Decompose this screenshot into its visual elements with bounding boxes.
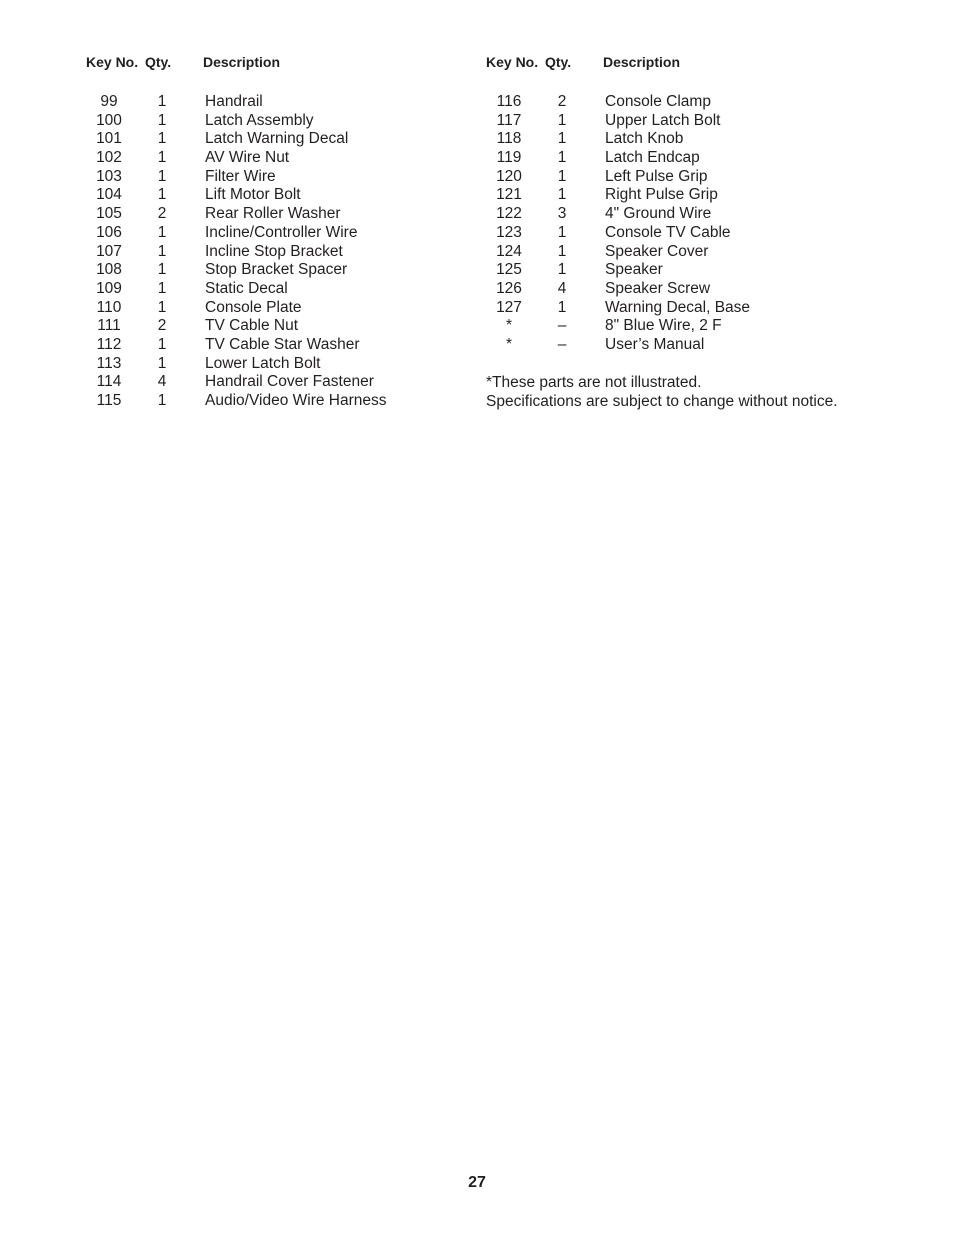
table-row bbox=[486, 280, 926, 299]
key-no-cell: 120 bbox=[496, 167, 522, 185]
key-no-cell: 100 bbox=[96, 111, 122, 129]
qty-cell: 1 bbox=[157, 167, 167, 185]
description-header: Description bbox=[603, 54, 681, 70]
description-cell: Warning Decal, Base bbox=[605, 298, 751, 316]
key-no-cell: 99 bbox=[100, 93, 118, 110]
key-no-cell: 121 bbox=[496, 186, 522, 204]
table-row bbox=[486, 243, 926, 262]
key-no-cell: 115 bbox=[96, 392, 122, 409]
key-no-cell: 109 bbox=[96, 279, 122, 297]
table-row bbox=[86, 243, 466, 262]
description-cell: Lower Latch Bolt bbox=[205, 354, 321, 372]
description-header: Description bbox=[203, 54, 281, 70]
table-row bbox=[86, 149, 466, 168]
description-cell: Rear Roller Washer bbox=[205, 205, 341, 223]
qty-cell: 1 bbox=[557, 186, 567, 204]
key-no-cell: 105 bbox=[96, 205, 122, 223]
description-cell: Speaker bbox=[605, 261, 663, 279]
description-cell: Handrail bbox=[205, 93, 263, 110]
qty-cell: 4 bbox=[557, 279, 567, 297]
qty-cell: 2 bbox=[157, 317, 167, 335]
table-row bbox=[486, 168, 926, 187]
key-no-cell: 108 bbox=[96, 261, 122, 279]
description-cell: Handrail Cover Fastener bbox=[205, 373, 374, 391]
description-cell: Right Pulse Grip bbox=[605, 186, 718, 204]
qty-cell: 1 bbox=[157, 111, 167, 129]
key-no-cell: 113 bbox=[96, 354, 122, 372]
table-row bbox=[486, 261, 926, 280]
qty-cell: 1 bbox=[557, 223, 567, 241]
qty-cell: 3 bbox=[557, 205, 567, 223]
description-cell: Filter Wire bbox=[205, 167, 276, 185]
description-cell: Audio/Video Wire Harness bbox=[205, 392, 387, 409]
not-illustrated-note: *These parts are not illustrated. bbox=[486, 374, 702, 391]
table-row bbox=[486, 93, 926, 112]
table-row bbox=[86, 299, 466, 318]
qty-cell: 1 bbox=[557, 298, 567, 316]
qty-header: Qty. bbox=[545, 54, 572, 70]
qty-cell: – bbox=[557, 317, 567, 335]
table-row bbox=[86, 186, 466, 205]
table-row bbox=[86, 280, 466, 299]
qty-cell: 1 bbox=[157, 279, 167, 297]
table-row bbox=[486, 149, 926, 168]
key-no-cell: 114 bbox=[96, 373, 122, 391]
description-cell: Static Decal bbox=[205, 279, 288, 297]
key-no-cell: 126 bbox=[496, 279, 522, 297]
table-row bbox=[86, 93, 466, 112]
table-row bbox=[486, 205, 926, 224]
qty-cell: 1 bbox=[157, 335, 167, 353]
qty-cell: 1 bbox=[557, 167, 567, 185]
qty-cell: 1 bbox=[557, 242, 567, 260]
qty-cell: – bbox=[557, 335, 567, 353]
key-no-cell: 118 bbox=[496, 130, 522, 148]
description-cell: Latch Knob bbox=[605, 130, 684, 148]
description-cell: User’s Manual bbox=[605, 335, 705, 353]
description-cell: Speaker Cover bbox=[605, 242, 709, 260]
key-no-cell: 119 bbox=[496, 149, 522, 167]
key-no-cell: 110 bbox=[96, 298, 122, 316]
description-cell: Stop Bracket Spacer bbox=[205, 261, 348, 279]
description-cell: Incline Stop Bracket bbox=[205, 242, 343, 260]
key-no-cell: 123 bbox=[496, 223, 522, 241]
qty-cell: 1 bbox=[157, 242, 167, 260]
description-cell: Latch Warning Decal bbox=[205, 130, 349, 148]
qty-cell: 4 bbox=[157, 373, 167, 391]
qty-header: Qty. bbox=[145, 54, 172, 70]
parts-list-left-column bbox=[86, 54, 466, 409]
description-cell: Left Pulse Grip bbox=[605, 167, 708, 185]
table-row bbox=[86, 224, 466, 243]
key-no-header: Key No. bbox=[486, 54, 539, 70]
parts-list-right-rows bbox=[486, 93, 926, 355]
table-row bbox=[86, 336, 466, 355]
table-row bbox=[486, 317, 926, 336]
qty-cell: 1 bbox=[157, 186, 167, 204]
table-row bbox=[86, 392, 466, 411]
qty-cell: 1 bbox=[157, 149, 167, 167]
table-row bbox=[86, 130, 466, 149]
description-cell: AV Wire Nut bbox=[205, 149, 290, 167]
table-row bbox=[86, 317, 466, 336]
qty-cell: 1 bbox=[157, 223, 167, 241]
parts-list-header bbox=[86, 54, 466, 74]
key-no-cell: 104 bbox=[96, 186, 122, 204]
qty-cell: 2 bbox=[157, 205, 167, 223]
key-no-cell: 107 bbox=[96, 242, 122, 260]
key-no-cell: * bbox=[505, 317, 513, 335]
key-no-cell: 106 bbox=[96, 223, 122, 241]
page-number: 27 bbox=[468, 1174, 486, 1191]
qty-cell: 1 bbox=[157, 392, 167, 409]
table-row bbox=[86, 112, 466, 131]
description-cell: Console TV Cable bbox=[605, 223, 731, 241]
key-no-cell: 127 bbox=[496, 298, 522, 316]
qty-cell: 1 bbox=[557, 111, 567, 129]
description-cell: Speaker Screw bbox=[605, 279, 711, 297]
key-no-cell: 102 bbox=[96, 149, 122, 167]
description-cell: 4" Ground Wire bbox=[605, 205, 712, 223]
qty-cell: 1 bbox=[157, 93, 167, 110]
parts-list-left-rows bbox=[86, 93, 466, 411]
table-row bbox=[486, 336, 926, 355]
parts-list-header bbox=[486, 54, 926, 74]
qty-cell: 2 bbox=[557, 93, 567, 110]
specifications-note: Specifications are subject to change without notice. bbox=[486, 392, 838, 410]
qty-cell: 1 bbox=[157, 261, 167, 279]
table-row bbox=[486, 130, 926, 149]
description-cell: TV Cable Star Washer bbox=[205, 335, 360, 353]
key-no-cell: 125 bbox=[496, 261, 522, 279]
description-cell: 8" Blue Wire, 2 F bbox=[605, 317, 722, 335]
description-cell: Incline/Controller Wire bbox=[205, 223, 358, 241]
key-no-cell: 117 bbox=[496, 111, 522, 129]
table-row bbox=[86, 373, 466, 392]
description-cell: Upper Latch Bolt bbox=[605, 111, 721, 129]
key-no-cell: 101 bbox=[96, 130, 122, 148]
table-row bbox=[486, 224, 926, 243]
key-no-cell: 111 bbox=[97, 317, 121, 335]
key-no-cell: 124 bbox=[496, 242, 522, 260]
qty-cell: 1 bbox=[157, 130, 167, 148]
qty-cell: 1 bbox=[557, 261, 567, 279]
key-no-cell: 122 bbox=[496, 205, 522, 223]
qty-cell: 1 bbox=[557, 149, 567, 167]
description-cell: Latch Endcap bbox=[605, 149, 700, 167]
table-row bbox=[486, 186, 926, 205]
description-cell: Latch Assembly bbox=[205, 111, 314, 129]
table-row bbox=[86, 205, 466, 224]
key-no-cell: 116 bbox=[496, 93, 522, 110]
key-no-cell: 112 bbox=[96, 335, 122, 353]
qty-cell: 1 bbox=[157, 298, 167, 316]
table-row bbox=[86, 355, 466, 374]
key-no-cell: * bbox=[505, 335, 513, 353]
table-row bbox=[486, 112, 926, 131]
table-row bbox=[86, 261, 466, 280]
qty-cell: 1 bbox=[557, 130, 567, 148]
table-row bbox=[486, 299, 926, 318]
parts-notes bbox=[486, 374, 838, 411]
description-cell: TV Cable Nut bbox=[205, 317, 299, 335]
description-cell: Console Clamp bbox=[605, 93, 711, 110]
qty-cell: 1 bbox=[157, 354, 167, 372]
key-no-cell: 103 bbox=[96, 167, 122, 185]
description-cell: Lift Motor Bolt bbox=[205, 186, 301, 204]
key-no-header: Key No. bbox=[86, 54, 139, 70]
parts-list-right-column bbox=[486, 54, 926, 410]
table-row bbox=[86, 168, 466, 187]
description-cell: Console Plate bbox=[205, 298, 302, 316]
